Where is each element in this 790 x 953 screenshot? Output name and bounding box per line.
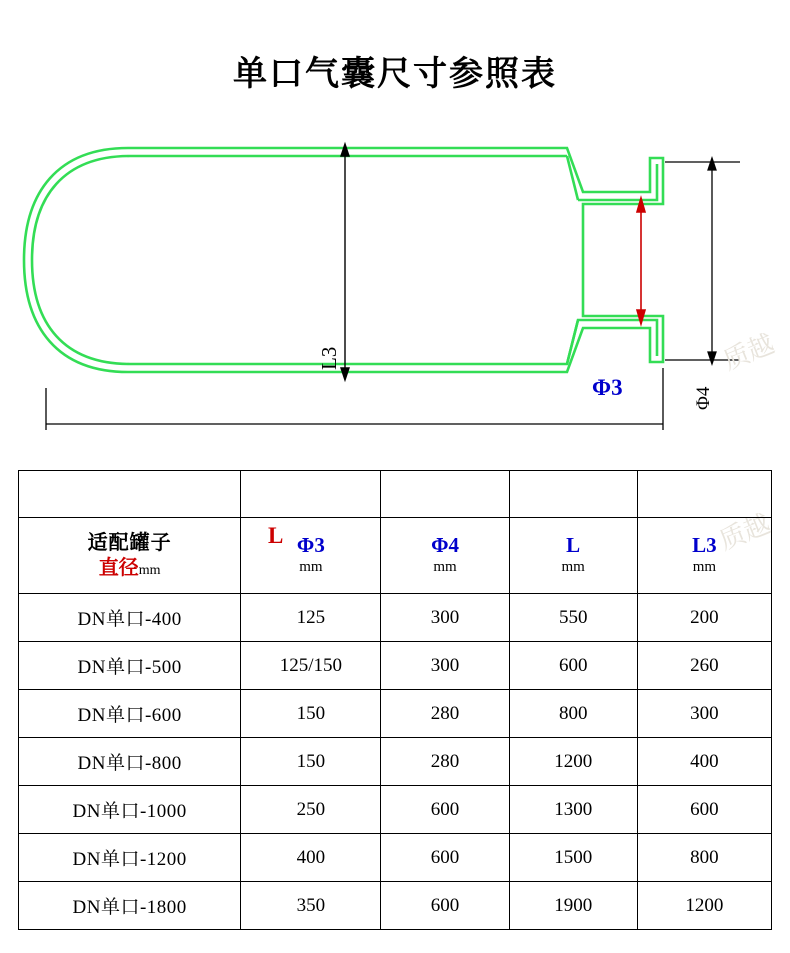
header-diameter-unit: mm [138, 562, 161, 578]
header-tank-label: 适配罐子 [87, 531, 172, 554]
cell-l: 800 [509, 690, 637, 738]
label-phi4: Φ4 [693, 386, 714, 410]
bladder-drawing-svg [0, 120, 790, 450]
bladder-outline [24, 148, 663, 384]
table-row [19, 738, 772, 786]
header-phi3-name: Φ3 [296, 532, 325, 557]
header-cell-l [509, 518, 637, 594]
cell-l: 1900 [509, 882, 637, 930]
dimension-L [46, 368, 663, 430]
cell-model: DN单口-1200 [19, 834, 241, 882]
table-row [19, 882, 772, 930]
header-l-name: L [566, 532, 581, 557]
label-L: L [268, 523, 284, 548]
cell-phi4: 600 [381, 834, 509, 882]
header-l-unit: mm [561, 559, 585, 576]
page-title: 单口气囊尺寸参照表 [233, 56, 557, 93]
cell-l3: 800 [637, 834, 771, 882]
cell-l3: 400 [637, 738, 771, 786]
cell-phi3: 125/150 [241, 642, 381, 690]
header-cell-phi4 [381, 518, 509, 594]
cell-model: DN单口-600 [19, 690, 241, 738]
spec-table [18, 470, 772, 930]
cell-phi4: 300 [381, 594, 509, 642]
watermark-text: 质越 [715, 509, 775, 556]
watermark-text: 质越 [719, 329, 779, 376]
cell-l: 550 [509, 594, 637, 642]
table-cell-blank [509, 471, 637, 518]
cell-l3: 260 [637, 642, 771, 690]
table-row-spacer [19, 471, 772, 518]
cell-model: DN单口-800 [19, 738, 241, 786]
label-phi3: Φ3 [592, 375, 623, 400]
header-phi4-name: Φ4 [431, 532, 459, 557]
cell-phi4: 300 [381, 642, 509, 690]
cell-model: DN单口-1800 [19, 882, 241, 930]
table-row [19, 834, 772, 882]
header-cell-phi3 [241, 518, 381, 594]
cell-phi3: 350 [241, 882, 381, 930]
header-l3-name: L3 [692, 532, 717, 557]
cell-l3: 300 [637, 690, 771, 738]
table-cell-blank [19, 471, 241, 518]
cell-phi4: 600 [381, 882, 509, 930]
cell-l: 1200 [509, 738, 637, 786]
cell-model: DN单口-400 [19, 594, 241, 642]
cell-l: 1500 [509, 834, 637, 882]
header-cell-l3 [637, 518, 771, 594]
cell-phi3: 400 [241, 834, 381, 882]
cell-phi3: 250 [241, 786, 381, 834]
dimension-L3 [341, 144, 349, 380]
table-row [19, 642, 772, 690]
header-phi4-unit: mm [433, 559, 457, 576]
cell-l3: 600 [637, 786, 771, 834]
cell-l3: 1200 [637, 882, 771, 930]
cell-phi4: 600 [381, 786, 509, 834]
header-l3-unit: mm [692, 559, 717, 576]
cell-model: DN单口-500 [19, 642, 241, 690]
cell-l: 1300 [509, 786, 637, 834]
table-row [19, 594, 772, 642]
dimension-phi3 [637, 198, 645, 324]
cell-phi3: 150 [241, 738, 381, 786]
table-header-row [19, 518, 772, 594]
cell-phi3: 125 [241, 594, 381, 642]
table-row [19, 690, 772, 738]
table-row [19, 786, 772, 834]
table-cell-blank [241, 471, 381, 518]
header-phi3-unit: mm [299, 559, 323, 576]
cell-l: 600 [509, 642, 637, 690]
cell-l3: 200 [637, 594, 771, 642]
dimension-phi4 [665, 158, 740, 364]
cell-phi4: 280 [381, 738, 509, 786]
header-diameter-label: 直径 [98, 556, 139, 579]
header-cell-tank-diameter [19, 518, 241, 594]
cell-phi3: 150 [241, 690, 381, 738]
label-L3: L3 [317, 346, 341, 370]
cell-model: DN单口-1000 [19, 786, 241, 834]
cell-phi4: 280 [381, 690, 509, 738]
table-cell-blank [637, 471, 771, 518]
table-cell-blank [381, 471, 509, 518]
